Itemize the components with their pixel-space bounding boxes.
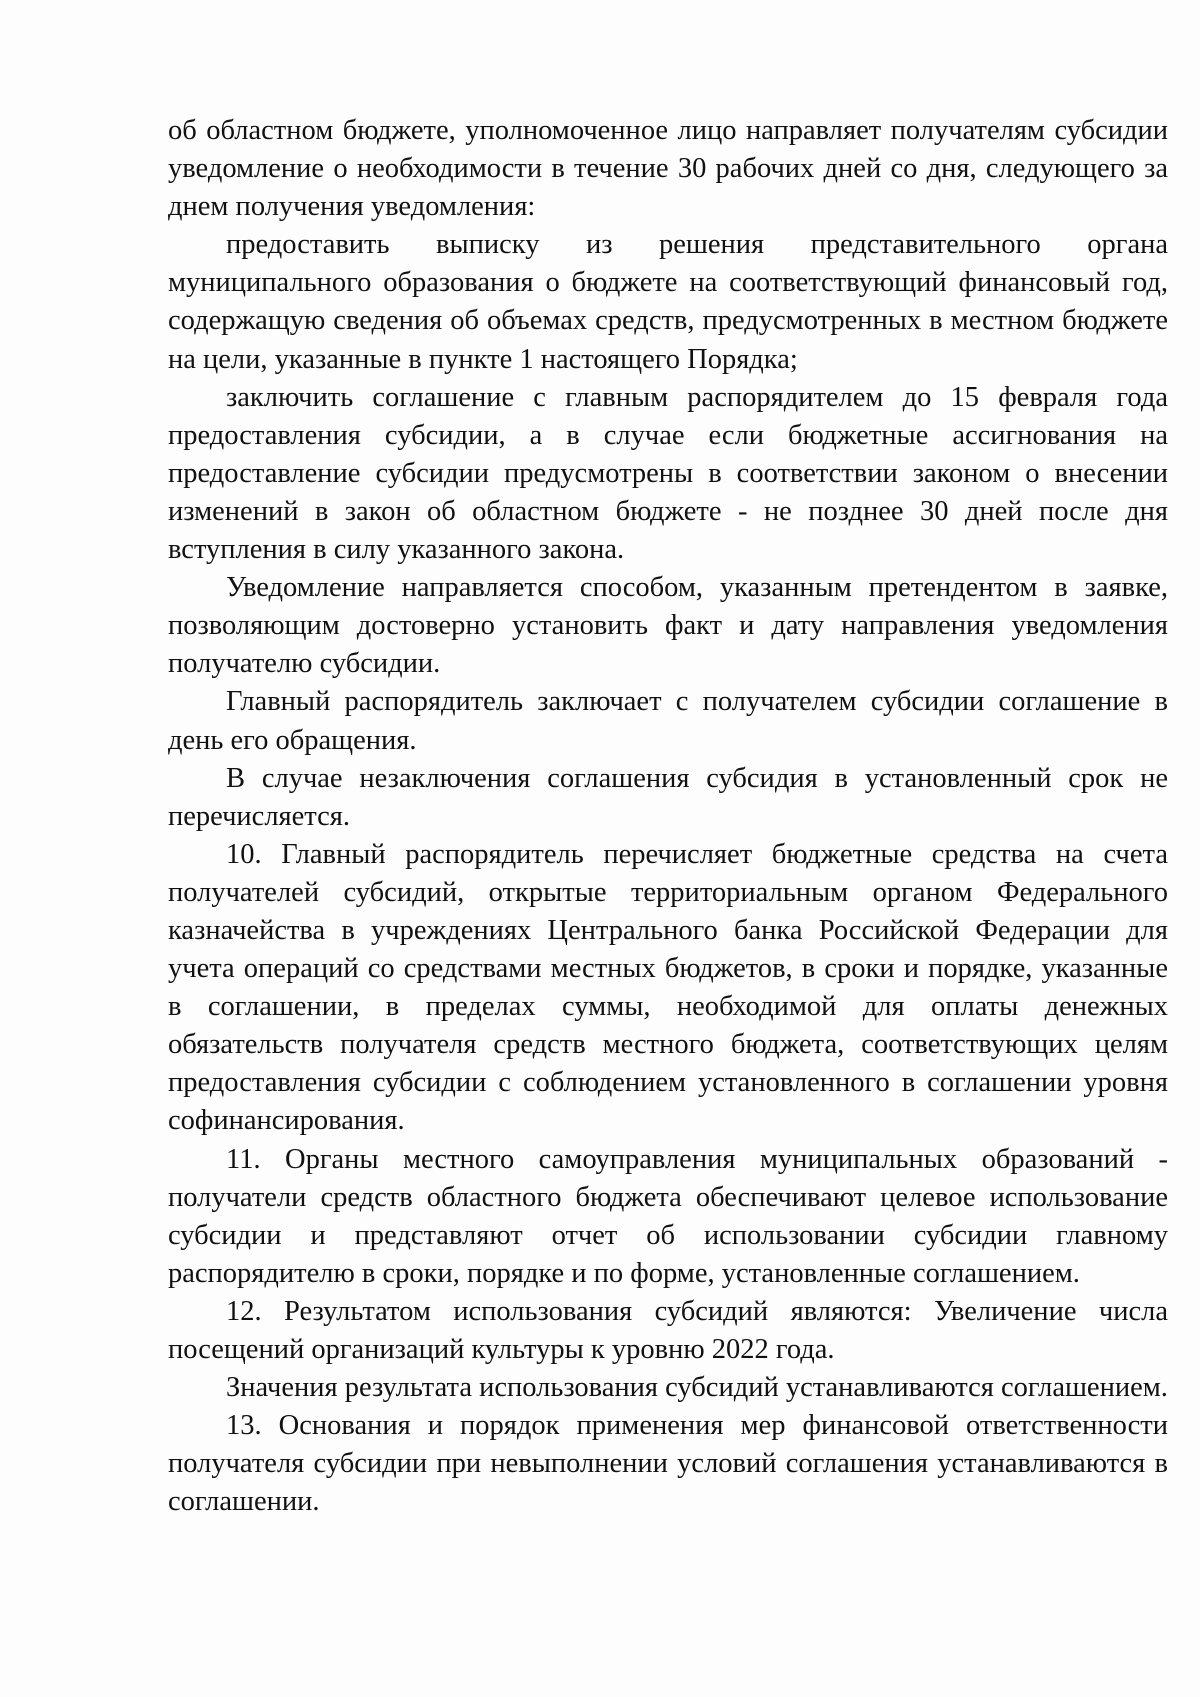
paragraph-item-13: 13. Основания и порядок применения мер финансовой ответственности получателя субсидии при невыполнении условий соглашения устанавливаются в соглашении.: [168, 1410, 1168, 1518]
paragraph-notification-method: Уведомление направляется способом, указанным претендентом в заявке, позволяющим достоверно установить факт и дату направления уведомления получателю субсидии.: [168, 572, 1168, 680]
paragraph-item-11: 11. Органы местного самоуправления муниципальных образований - получатели средств областного бюджета обеспечивают целевое использование субсидии и представляют отчет об использовании субсидии главному распорядителю в сроки, порядке и по форме, установленные соглашением.: [168, 1143, 1168, 1289]
paragraph-item-12: 12. Результатом использования субсидий являются: Увеличение числа посещений организаций культуры к уровню 2022 года.: [168, 1295, 1168, 1365]
paragraph-result-values: Значения результата использования субсидий устанавливаются соглашением.: [226, 1372, 1168, 1404]
paragraph-provide-extract: предоставить выписку из решения представительного органа муниципального образования о бюджете на соответствующий финансовый год, содержащую сведения об объемах средств, предусмотренных в местном бюджете на цели, указанные в пункте 1 настоящего Порядка;: [168, 229, 1168, 375]
document-body: [168, 112, 1168, 1521]
paragraph-intro-continuation: об областном бюджете, уполномоченное лицо направляет получателям субсидии уведомление о необходимости в течение 30 рабочих дней со дня, следующего за днем получения уведомления:: [168, 115, 1168, 223]
paragraph-non-conclusion: В случае незаключения соглашения субсидия в установленный срок не перечисляется.: [168, 762, 1168, 832]
paragraph-conclude-agreement: заключить соглашение с главным распорядителем до 15 февраля года предоставления субсидии, а в случае если бюджетные ассигнования на предоставление субсидии предусмотрены в соответствии законом о внесении изменений в закон об областном бюджете - не позднее 30 дней после дня вступления в силу указанного закона.: [168, 381, 1168, 566]
paragraph-item-10: 10. Главный распорядитель перечисляет бюджетные средства на счета получателей субсидий, открытые территориальным органом Федерального казначейства в учреждениях Центрального банка Российской Федерации для учета операций со средствами местных бюджетов, в сроки и порядке, указанные в соглашении, в пределах суммы, необходимой для оплаты денежных обязательств получателя средств местного бюджета, соответствующих целям предоставления субсидии с соблюдением установленного в соглашении уровня софинансирования.: [168, 838, 1168, 1137]
paragraph-agreement-signing: Главный распорядитель заключает с получателем субсидии соглашение в день его обращения.: [168, 686, 1168, 756]
